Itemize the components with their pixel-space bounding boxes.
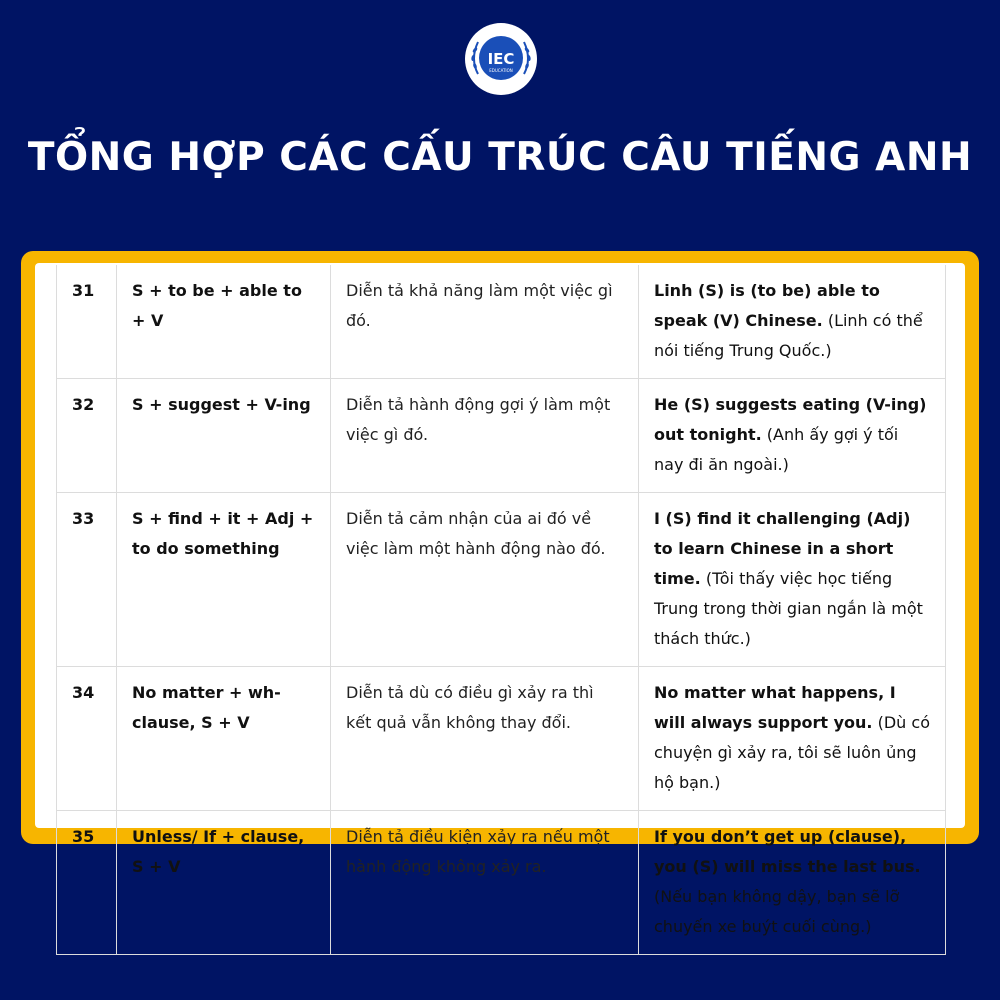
table-row xyxy=(57,379,946,493)
row-description: Diễn tả hành động gợi ý làm một việc gì đó. xyxy=(331,379,639,493)
row-example xyxy=(639,493,946,667)
row-number: 33 xyxy=(57,493,117,667)
example-translation: (Nếu bạn không dậy, bạn sẽ lỡ chuyến xe buýt cuối cùng.) xyxy=(654,887,900,936)
logo-subtext: EDUCATION xyxy=(489,68,513,73)
logo-text: IEC xyxy=(487,50,515,68)
row-description: Diễn tả khả năng làm một việc gì đó. xyxy=(331,265,639,379)
row-number: 35 xyxy=(57,811,117,955)
row-example xyxy=(639,667,946,811)
row-description: Diễn tả điều kiện xảy ra nếu một hành động không xảy ra. xyxy=(331,811,639,955)
example-sentence: If you don’t get up (clause), you (S) will miss the last bus. xyxy=(654,827,921,876)
row-description: Diễn tả cảm nhận của ai đó về việc làm một hành động nào đó. xyxy=(331,493,639,667)
example-sentence: He (S) suggests eating (V-ing) out tonight. xyxy=(654,395,927,444)
row-structure: S + suggest + V-ing xyxy=(117,379,331,493)
row-example xyxy=(639,379,946,493)
page-title: TỔNG HỢP CÁC CẤU TRÚC CÂU TIẾNG ANH xyxy=(27,135,973,180)
example-translation: (Linh có thể nói tiếng Trung Quốc.) xyxy=(654,311,923,360)
row-number: 32 xyxy=(57,379,117,493)
structure-table xyxy=(56,265,946,955)
table-row xyxy=(57,667,946,811)
example-sentence: Linh (S) is (to be) able to speak (V) Chinese. xyxy=(654,281,880,330)
example-sentence: I (S) find it challenging (Adj) to learn Chinese in a short time. xyxy=(654,509,911,588)
row-number: 34 xyxy=(57,667,117,811)
table-row xyxy=(57,493,946,667)
row-structure: S + to be + able to + V xyxy=(117,265,331,379)
row-structure: Unless/ If + clause, S + V xyxy=(117,811,331,955)
table-row xyxy=(57,265,946,379)
row-description: Diễn tả dù có điều gì xảy ra thì kết quả vẫn không thay đổi. xyxy=(331,667,639,811)
example-translation: (Anh ấy gợi ý tối nay đi ăn ngoài.) xyxy=(654,425,899,474)
row-structure: S + find + it + Adj + to do something xyxy=(117,493,331,667)
row-example xyxy=(639,811,946,955)
iec-logo xyxy=(464,22,538,96)
row-number: 31 xyxy=(57,265,117,379)
iec-logo-emblem xyxy=(464,22,538,96)
example-sentence: No matter what happens, I will always support you. xyxy=(654,683,896,732)
content-frame xyxy=(21,251,979,936)
row-example xyxy=(639,265,946,379)
example-translation: (Dù có chuyện gì xảy ra, tôi sẽ luôn ủng hộ bạn.) xyxy=(654,713,930,792)
row-structure: No matter + wh-clause, S + V xyxy=(117,667,331,811)
table-row xyxy=(57,811,946,955)
table-panel xyxy=(35,263,965,936)
example-translation: (Tôi thấy việc học tiếng Trung trong thời gian ngắn là một thách thức.) xyxy=(654,569,923,648)
